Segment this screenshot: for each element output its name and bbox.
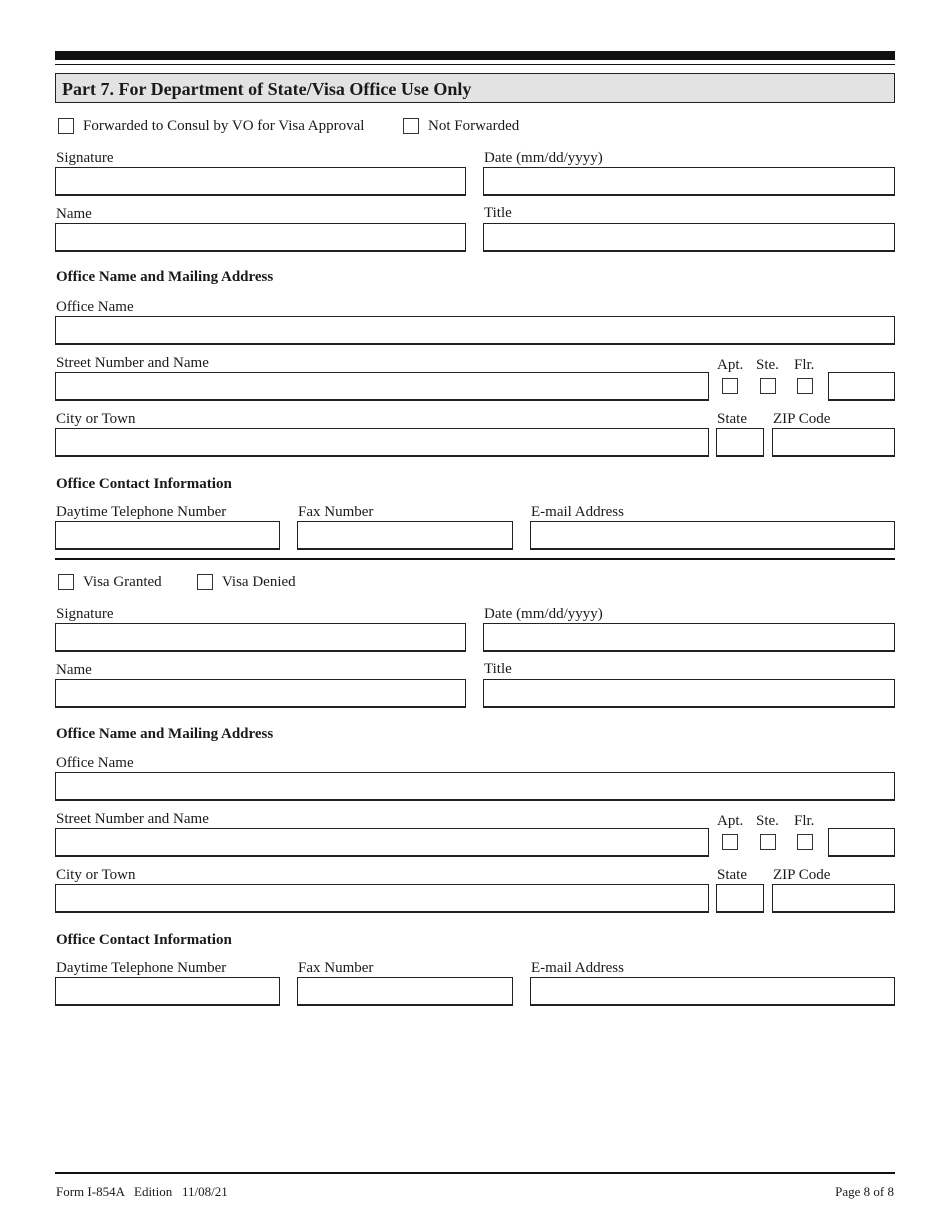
state-field[interactable] — [716, 428, 764, 457]
form-edition: Form I-854A Edition 11/08/21 — [56, 1184, 228, 1199]
apt-checkbox[interactable] — [722, 378, 738, 394]
state-label: State — [717, 411, 747, 427]
street-field[interactable] — [55, 372, 709, 401]
name-label: Name — [56, 206, 92, 222]
section-divider — [55, 558, 895, 560]
ste-checkbox[interactable] — [760, 378, 776, 394]
ste-label: Ste. — [756, 357, 779, 373]
signature-label-2: Signature — [56, 606, 114, 622]
city-field-2[interactable] — [55, 884, 709, 913]
city-label-2: City or Town — [56, 867, 136, 883]
date-field-2[interactable] — [483, 623, 895, 652]
office-heading-2: Office Name and Mailing Address — [56, 726, 274, 742]
email-field-2[interactable] — [530, 977, 895, 1006]
flr-label: Flr. — [794, 357, 815, 373]
phone-field[interactable] — [55, 521, 280, 550]
unit-number-field[interactable] — [828, 372, 895, 401]
street-field-2[interactable] — [55, 828, 709, 857]
phone-label-2: Daytime Telephone Number — [56, 960, 227, 976]
not-forwarded-label: Not Forwarded — [428, 118, 520, 134]
date-label: Date (mm/dd/yyyy) — [484, 150, 603, 166]
name-field-2[interactable] — [55, 679, 466, 708]
name-field[interactable] — [55, 223, 466, 252]
zip-field[interactable] — [772, 428, 895, 457]
footer-rule — [55, 1172, 895, 1174]
email-label-2: E-mail Address — [531, 960, 624, 976]
apt-label-2: Apt. — [717, 813, 744, 829]
not-forwarded-checkbox[interactable] — [403, 118, 419, 134]
city-field[interactable] — [55, 428, 709, 457]
title-field[interactable] — [483, 223, 895, 252]
flr-label-2: Flr. — [794, 813, 815, 829]
signature-field-2[interactable] — [55, 623, 466, 652]
office-name-label-2: Office Name — [56, 755, 134, 771]
office-name-field[interactable] — [55, 316, 895, 345]
part-7-title: Part 7. For Department of State/Visa Office Use Only — [62, 79, 472, 99]
fax-field[interactable] — [297, 521, 513, 550]
title-field-2[interactable] — [483, 679, 895, 708]
office-name-label: Office Name — [56, 299, 134, 315]
top-thick-rule — [55, 51, 895, 60]
forwarded-label: Forwarded to Consul by VO for Visa Approval — [83, 118, 365, 134]
office-name-field-2[interactable] — [55, 772, 895, 801]
visa-denied-label: Visa Denied — [222, 574, 296, 590]
apt-checkbox-2[interactable] — [722, 834, 738, 850]
phone-label: Daytime Telephone Number — [56, 504, 227, 520]
zip-field-2[interactable] — [772, 884, 895, 913]
contact-heading: Office Contact Information — [56, 476, 232, 492]
visa-granted-checkbox[interactable] — [58, 574, 74, 590]
state-label-2: State — [717, 867, 747, 883]
title-label: Title — [484, 205, 512, 221]
flr-checkbox[interactable] — [797, 378, 813, 394]
zip-label: ZIP Code — [773, 411, 831, 427]
date-field[interactable] — [483, 167, 895, 196]
street-label-2: Street Number and Name — [56, 811, 209, 827]
office-heading: Office Name and Mailing Address — [56, 269, 274, 285]
fax-label-2: Fax Number — [298, 960, 374, 976]
email-field[interactable] — [530, 521, 895, 550]
unit-number-field-2[interactable] — [828, 828, 895, 857]
visa-denied-checkbox[interactable] — [197, 574, 213, 590]
visa-granted-label: Visa Granted — [83, 574, 162, 590]
phone-field-2[interactable] — [55, 977, 280, 1006]
forwarded-checkbox[interactable] — [58, 118, 74, 134]
date-label-2: Date (mm/dd/yyyy) — [484, 606, 603, 622]
zip-label-2: ZIP Code — [773, 867, 831, 883]
part-7-header — [55, 73, 895, 103]
flr-checkbox-2[interactable] — [797, 834, 813, 850]
signature-field[interactable] — [55, 167, 466, 196]
fax-field-2[interactable] — [297, 977, 513, 1006]
title-label-2: Title — [484, 661, 512, 677]
city-label: City or Town — [56, 411, 136, 427]
state-field-2[interactable] — [716, 884, 764, 913]
fax-label: Fax Number — [298, 504, 374, 520]
page-number: Page 8 of 8 — [835, 1184, 894, 1199]
signature-label: Signature — [56, 150, 114, 166]
contact-heading-2: Office Contact Information — [56, 932, 232, 948]
top-thin-rule — [55, 64, 895, 65]
ste-label-2: Ste. — [756, 813, 779, 829]
email-label: E-mail Address — [531, 504, 624, 520]
ste-checkbox-2[interactable] — [760, 834, 776, 850]
name-label-2: Name — [56, 662, 92, 678]
apt-label: Apt. — [717, 357, 744, 373]
street-label: Street Number and Name — [56, 355, 209, 371]
